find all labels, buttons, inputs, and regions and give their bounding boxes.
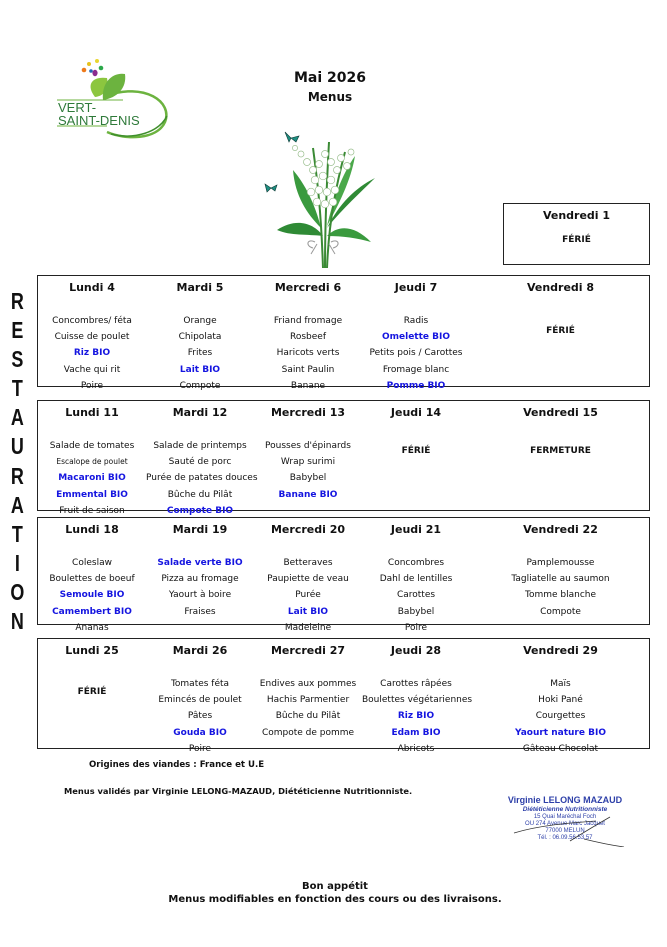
day-column <box>38 639 146 748</box>
menu-item: Compote de pomme <box>261 727 355 738</box>
menu-item: Haricots verts <box>276 348 340 359</box>
day-column <box>38 276 146 391</box>
stamp-city: 77000 MELUN <box>545 828 585 834</box>
menu-item-bio: Camembert BIO <box>52 606 132 617</box>
day-column <box>254 401 362 510</box>
day-header: Mercredi 13 <box>270 406 346 419</box>
day-column <box>38 518 146 633</box>
menu-item: Hachis Parmentier <box>266 695 350 706</box>
page-subtitle: Menus <box>307 90 353 104</box>
day-header: Lundi 4 <box>69 281 115 294</box>
day-column <box>362 276 470 391</box>
menu-item: Dahl de lentilles <box>379 574 453 585</box>
friday-1-box <box>503 203 650 265</box>
menu-item: Compote <box>540 606 581 617</box>
menu-item-bio: Riz BIO <box>397 711 435 722</box>
menu-item: Babybel <box>397 606 435 617</box>
menu-item: Poire <box>188 743 212 754</box>
side-letter: E <box>11 317 24 344</box>
menu-item: Madeleine <box>284 622 332 633</box>
menu-item: Purée de patates douces <box>146 473 258 484</box>
menu-item: Saint Paulin <box>281 364 335 375</box>
week-table <box>37 638 650 754</box>
menu-items <box>38 438 146 519</box>
day-column <box>146 639 254 754</box>
day-header: Vendredi 15 <box>523 406 598 419</box>
validation-note: Menus validés par Virginie LELONG-MAZAUD, Diététicienne Nutritionniste. <box>64 786 413 796</box>
day-column <box>470 401 651 510</box>
menu-item-bio: Semoule BIO <box>59 590 125 601</box>
menu-item: Paupiette de veau <box>267 574 349 585</box>
menu-item-bio: Lait BIO <box>179 364 221 375</box>
menu-item-bio: Pomme BIO <box>386 380 446 391</box>
menu-item: Gâteau Chocolat <box>522 743 599 754</box>
menu-item: Concombres <box>387 558 445 568</box>
menu-item: Banane <box>290 380 326 391</box>
dietitian-stamp <box>500 795 630 847</box>
day-header: Mardi 5 <box>176 281 224 294</box>
menu-item: Emincés de poulet <box>158 695 242 706</box>
day-column <box>146 518 254 624</box>
menu-item-bio: Emmental BIO <box>56 489 128 500</box>
holiday-label: FÉRIÉ <box>546 326 575 336</box>
meat-origins: Origines des viandes : France et U.E <box>89 760 265 770</box>
stamp-phone: Tél. : 06.09.56.53.57 <box>537 835 593 841</box>
day-header: Vendredi 29 <box>523 644 598 657</box>
menu-items <box>146 438 258 519</box>
logo-graphic <box>55 52 185 142</box>
menu-item-bio: Lait BIO <box>287 606 329 617</box>
menu-item: Poire <box>80 380 104 391</box>
page-title: Mai 2026 <box>293 70 367 86</box>
day-column <box>254 639 362 748</box>
menu-item: Coleslaw <box>72 558 112 568</box>
menu-item: Yaourt à boire <box>168 590 232 601</box>
menu-item-bio: Yaourt nature BIO <box>515 727 606 738</box>
menu-item: Chipolata <box>178 332 222 343</box>
day-header: Vendredi 1 <box>542 209 611 222</box>
side-letter: N <box>10 608 24 635</box>
side-letter: I <box>14 549 20 576</box>
menu-items <box>362 313 470 394</box>
menu-items <box>146 313 254 394</box>
menu-item: Tomme blanche <box>524 590 597 601</box>
day-header: Mercredi 20 <box>270 523 346 536</box>
menu-item: Courgettes <box>535 711 586 722</box>
vert-saint-denis-logo <box>55 52 185 142</box>
side-letter: U <box>10 433 24 460</box>
menu-item: Betteraves <box>283 558 333 568</box>
menu-item: Compote <box>179 380 221 391</box>
menu-items <box>254 313 362 394</box>
menu-item: Salade de printemps <box>153 441 247 451</box>
day-column <box>254 518 362 633</box>
menu-item: Boulettes de boeuf <box>49 574 135 585</box>
bon-appetit: Bon appétit <box>302 881 368 892</box>
menu-items <box>254 438 362 503</box>
day-column <box>38 401 146 516</box>
side-letter: O <box>10 578 25 605</box>
menu-items <box>470 555 651 620</box>
menu-item-bio: Macaroni BIO <box>58 473 126 484</box>
day-header: Mardi 19 <box>172 523 228 536</box>
day-header: Mercredi 6 <box>274 281 342 294</box>
day-header: Mercredi 27 <box>270 644 346 657</box>
menu-items <box>254 676 362 741</box>
day-header: Jeudi 7 <box>394 281 438 294</box>
day-column <box>146 401 258 516</box>
side-letter: A <box>10 404 24 431</box>
modifiable-note: Menus modifiables en fonction des cours ou des livraisons. <box>168 894 502 905</box>
day-header: Vendredi 8 <box>526 281 595 294</box>
day-column <box>470 276 651 386</box>
day-header: Mardi 26 <box>172 644 228 657</box>
day-column <box>362 639 473 754</box>
menu-item: Boulettes végétariennes <box>362 695 473 706</box>
menu-item-bio: Compote BIO <box>166 505 234 516</box>
logo-text-line1: VERT- <box>58 100 97 115</box>
butterfly-icon <box>285 132 299 142</box>
menu-item-bio: Salade verte BIO <box>157 558 243 568</box>
stamp-name: Virginie LELONG MAZAUD <box>507 795 623 805</box>
day-header: Jeudi 14 <box>390 406 442 419</box>
menu-item: Fraises <box>184 606 216 617</box>
menu-item: Poire <box>404 622 428 633</box>
menu-item: Ananas <box>75 622 109 633</box>
menu-item: Pousses d'épinards <box>265 441 351 451</box>
menu-item: Hoki Pané <box>538 695 583 706</box>
logo-text-line2: SAINT-DENIS <box>58 113 140 128</box>
menu-item: Bûche du Pilât <box>167 489 233 500</box>
menu-item-bio: Edam BIO <box>391 727 441 738</box>
menu-item: Fruit de saison <box>59 505 125 516</box>
menu-item: Bûche du Pilât <box>275 711 341 722</box>
week-table <box>37 400 650 516</box>
menu-items <box>38 313 146 394</box>
menu-item: Babybel <box>289 473 327 484</box>
menu-item: Carottes <box>396 590 436 601</box>
menu-items <box>362 555 470 636</box>
menu-item: Pâtes <box>187 711 213 722</box>
menu-items <box>146 676 254 757</box>
day-column <box>362 401 470 510</box>
side-letter: T <box>11 520 23 547</box>
menu-item: Vache qui rit <box>63 364 121 375</box>
menu-item: Purée <box>295 590 321 601</box>
menu-item: Maïs <box>550 679 571 689</box>
side-letter: R <box>10 288 24 314</box>
stamp-address-1: 15 Quai Maréchal Foch <box>533 814 597 820</box>
menu-item: Concombres/ féta <box>52 316 132 326</box>
menu-item: Tomates féta <box>170 679 230 689</box>
side-letter: A <box>10 491 24 518</box>
menu-item: Rosbeef <box>290 332 326 343</box>
holiday-label: FÉRIÉ <box>401 446 431 456</box>
week-table <box>37 517 650 633</box>
week-table <box>37 275 650 391</box>
menu-item-bio: Omelette BIO <box>381 332 451 343</box>
menu-item-bio: Riz BIO <box>73 348 111 359</box>
menu-item: Petits pois / Carottes <box>369 348 463 359</box>
day-column <box>254 276 362 391</box>
menu-items <box>146 555 254 620</box>
day-column <box>470 518 651 624</box>
day-header: Lundi 25 <box>65 644 119 657</box>
menu-item: Tagliatelle au saumon <box>511 574 610 585</box>
day-header: Mardi 12 <box>172 406 228 419</box>
menu-item-bio: Banane BIO <box>278 489 338 500</box>
holiday-label: FÉRIÉ <box>77 687 107 697</box>
menu-item: Pamplemousse <box>526 558 595 568</box>
day-column <box>470 639 651 754</box>
menu-item-bio: Gouda BIO <box>173 727 227 738</box>
signature-scribble <box>500 795 630 847</box>
menu-item: Endives aux pommes <box>259 679 357 689</box>
menu-items <box>362 676 473 757</box>
side-letter: R <box>10 462 24 489</box>
butterfly-icon <box>265 184 277 192</box>
menu-item: Pizza au fromage <box>161 574 239 585</box>
menu-item: Frites <box>187 348 213 359</box>
menu-item: Abricots <box>397 743 435 754</box>
menu-item: Friand fromage <box>273 316 343 326</box>
menu-items <box>254 555 362 636</box>
menu-item: Radis <box>403 316 429 326</box>
menu-item: Cuisse de poulet <box>54 332 130 343</box>
side-letter: T <box>11 375 23 402</box>
menu-item: Fromage blanc <box>382 364 450 375</box>
menu-item: Orange <box>183 316 217 326</box>
stamp-address-2: OU 274 Avenue Marc Jacquet <box>525 821 605 827</box>
closure-label: FERMETURE <box>530 446 591 456</box>
side-letter: S <box>11 346 24 373</box>
menu-item: Escalope de poulet <box>56 457 128 467</box>
day-header: Lundi 11 <box>65 406 119 419</box>
lily-of-the-valley-illustration <box>255 118 390 270</box>
menu-item: Sauté de porc <box>168 457 232 468</box>
menu-item: Wrap surimi <box>280 457 336 468</box>
menu-items <box>470 676 651 757</box>
stamp-title: Diététicienne Nutritionniste <box>522 806 608 813</box>
day-column <box>146 276 254 391</box>
day-header: Vendredi 22 <box>523 523 598 536</box>
day-header: Jeudi 21 <box>390 523 442 536</box>
holiday-label: FÉRIÉ <box>562 235 591 245</box>
day-header: Lundi 18 <box>65 523 119 536</box>
day-column <box>362 518 470 633</box>
menu-items <box>38 555 146 636</box>
menu-item: Carottes râpées <box>380 679 452 689</box>
day-header: Jeudi 28 <box>390 644 442 657</box>
menu-item: Salade de tomates <box>49 441 135 451</box>
vertical-restauration-label <box>8 287 27 636</box>
